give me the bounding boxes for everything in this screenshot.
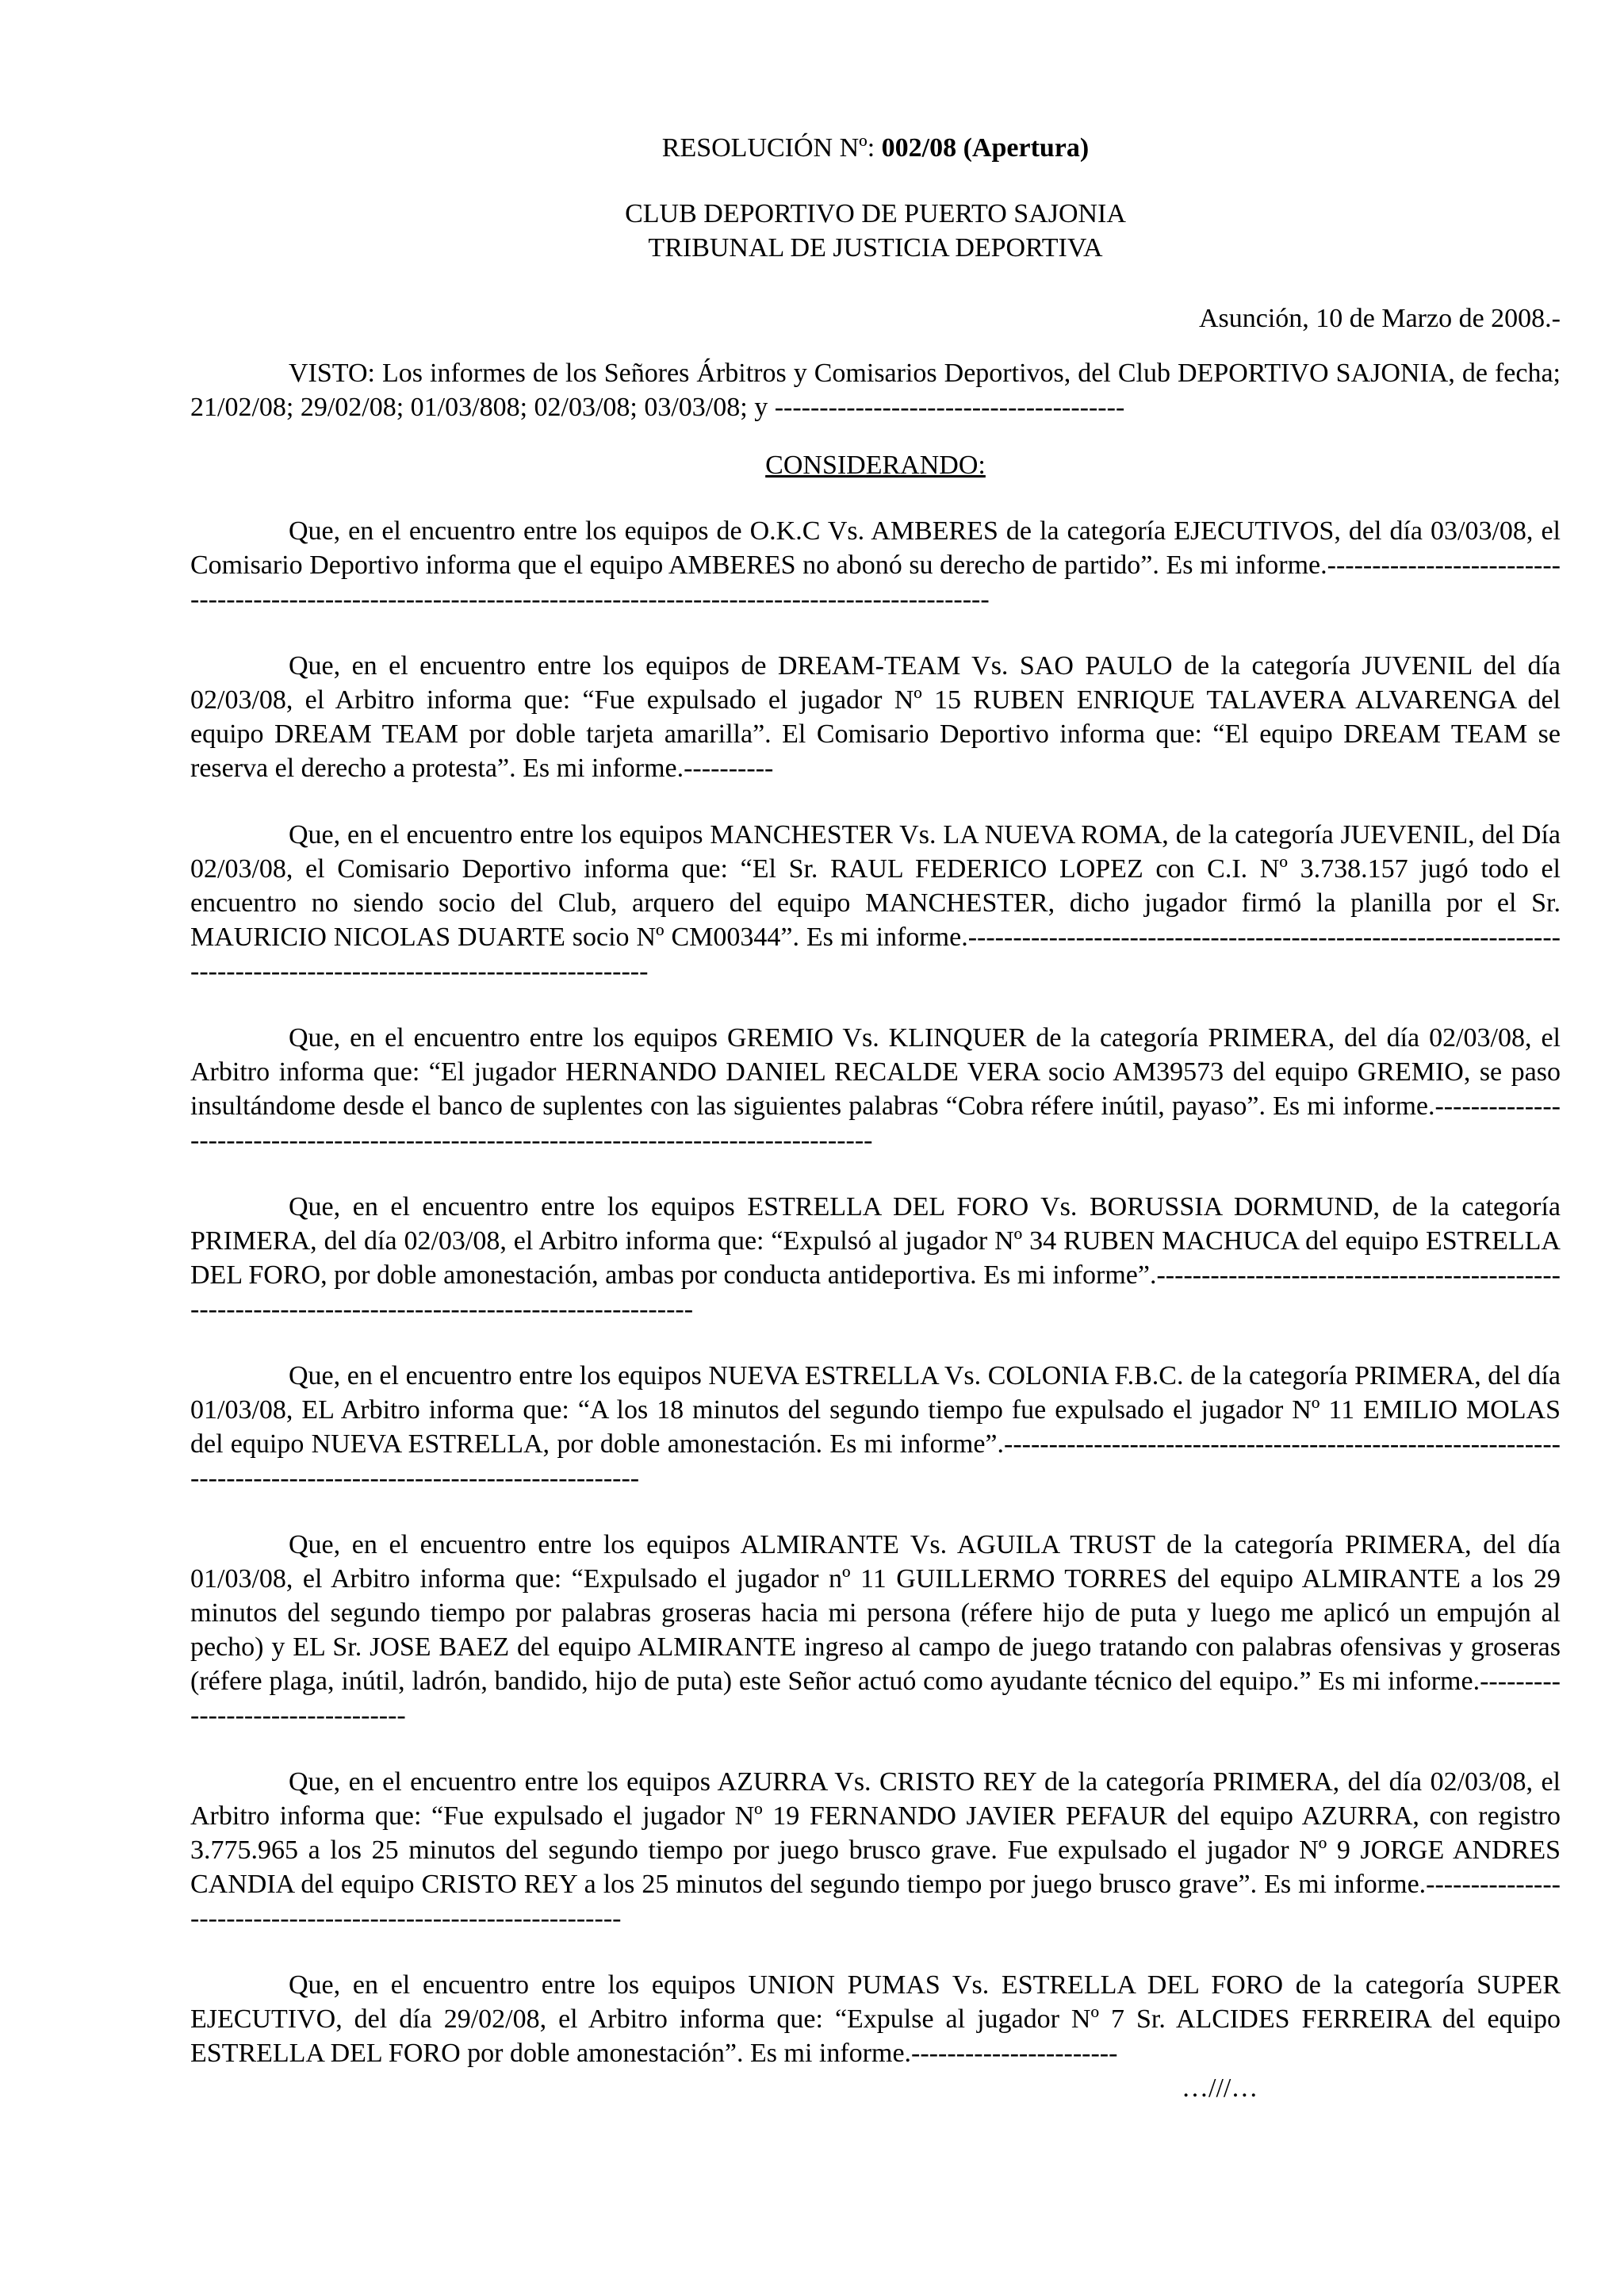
visto-paragraph: VISTO: Los informes de los Señores Árbitros y Comisarios Deportivos, del Club DEPORTIVO SAJONIA, de fecha; 21/02/08; 29/02/08; 01/03/808; 02/03/08; 03/03/08; y ---------------------------------------: [190, 359, 1561, 422]
tribunal-name: TRIBUNAL DE JUSTICIA DEPORTIVA: [648, 233, 1103, 263]
club-name: CLUB DEPORTIVO DE PUERTO SAJONIA: [625, 199, 1126, 228]
document-date: Asunción, 10 de Marzo de 2008.-: [1198, 304, 1561, 333]
institution-header: [190, 197, 1561, 265]
considerando-paragraph-1: Que, en el encuentro entre los equipos de O.K.C Vs. AMBERES de la categoría EJECUTIVOS, del día 03/03/08, el Comisario Deportivo informa que el equipo AMBERES no abonó su derecho de partido”. Es mi informe.-------------------------------------------------------------------------------------------------------------------: [190, 516, 1561, 614]
considerando-heading: CONSIDERANDO:: [765, 451, 986, 480]
considerando-paragraph-8: Que, en el encuentro entre los equipos AZURRA Vs. CRISTO REY de la categoría PRIMERA, del día 02/03/08, el Arbitro informa que: “Fue expulsado el jugador Nº 19 FERNANDO JAVIER PEFAUR del equipo AZURRA, con registro 3.775.965 a los 25 minutos del segundo tiempo por juego brusco grave. Fue expulsado el jugador Nº 9 JORGE ANDRES CANDIA del equipo CRISTO REY a los 25 minutos del segundo tiempo por juego brusco grave”. Es mi informe.---------------------------------------------------------------: [190, 1767, 1561, 1933]
considerando-paragraph-5: Que, en el encuentro entre los equipos ESTRELLA DEL FORO Vs. BORUSSIA DORMUND, de la categoría PRIMERA, del día 02/03/08, el Arbitro informa que: “Expulsó al jugador Nº 34 RUBEN MACHUCA del equipo ESTRELLA DEL FORO, por doble amonestación, ambas por conducta antideportiva. Es mi informe”.-----------------------------------------------------------------------------------------------------: [190, 1192, 1561, 1324]
considerando-paragraph-9: Que, en el encuentro entre los equipos UNION PUMAS Vs. ESTRELLA DEL FORO de la categoría SUPER EJECUTIVO, del día 29/02/08, el Arbitro informa que: “Expulse al jugador Nº 7 Sr. ALCIDES FERREIRA del equipo ESTRELLA DEL FORO por doble amonestación”. Es mi informe.-----------------------: [190, 1970, 1561, 2068]
considerando-paragraph-3: Que, en el encuentro entre los equipos MANCHESTER Vs. LA NUEVA ROMA, de la categoría JUEVENIL, del Día 02/03/08, el Comisario Deportivo informa que: “El Sr. RAUL FEDERICO LOPEZ con C.I. Nº 3.738.157 jugó todo el encuentro no siendo socio del Club, arquero del equipo MANCHESTER, dicho jugador firmó la planilla por el Sr. MAURICIO NICOLAS DUARTE socio Nº CM00344”. Es mi informe.---------------------------------------------------------------------------------------------------------------------: [190, 820, 1561, 986]
considerando-paragraph-2: Que, en el encuentro entre los equipos de DREAM-TEAM Vs. SAO PAULO de la categoría JUVENIL del día 02/03/08, el Arbitro informa que: “Fue expulsado el jugador Nº 15 RUBEN ENRIQUE TALAVERA ALVARENGA del equipo DREAM TEAM por doble tarjeta amarilla”. El Comisario Deportivo informa que: “El equipo DREAM TEAM se reserva el derecho a protesta”. Es mi informe.----------: [190, 651, 1561, 783]
document-page: [190, 131, 1561, 2105]
resolution-number: 002/08 (Apertura): [881, 133, 1090, 163]
resolution-title: [190, 131, 1561, 165]
considerando-paragraph-6: Que, en el encuentro entre los equipos NUEVA ESTRELLA Vs. COLONIA F.B.C. de la categoría PRIMERA, del día 01/03/08, EL Arbitro informa que: “A los 18 minutos del segundo tiempo fue expulsado el jugador Nº 11 EMILIO MOLAS del equipo NUEVA ESTRELLA, por doble amonestación. Es mi informe”.----------------------------------------------------------------------------------------------------------------: [190, 1361, 1561, 1493]
considerando-paragraph-4: Que, en el encuentro entre los equipos GREMIO Vs. KLINQUER de la categoría PRIMERA, del día 02/03/08, el Arbitro informa que: “El jugador HERNANDO DANIEL RECALDE VERA socio AM39573 del equipo GREMIO, se paso insultándome desde el banco de suplentes con las siguientes palabras “Cobra réfere inútil, payaso”. Es mi informe.------------------------------------------------------------------------------------------: [190, 1023, 1561, 1155]
considerando-paragraph-7: Que, en el encuentro entre los equipos ALMIRANTE Vs. AGUILA TRUST de la categoría PRIMERA, del día 01/03/08, el Arbitro informa que: “Expulsado el jugador nº 11 GUILLERMO TORRES del equipo ALMIRANTE a los 29 minutos del segundo tiempo por palabras groseras hacia mi persona (réfere hijo de puta y luego me aplicó un empujón al pecho) y EL Sr. JOSE BAEZ del equipo ALMIRANTE ingreso al campo de juego tratando con palabras ofensivas y groseras (réfere plaga, inútil, ladrón, bandido, hijo de puta) este Señor actuó como ayudante técnico del equipo.” Es mi informe.---------------------------------: [190, 1530, 1561, 1730]
resolution-title-prefix: RESOLUCIÓN Nº:: [661, 133, 882, 163]
continued-mark: …///…: [1182, 2073, 1258, 2103]
